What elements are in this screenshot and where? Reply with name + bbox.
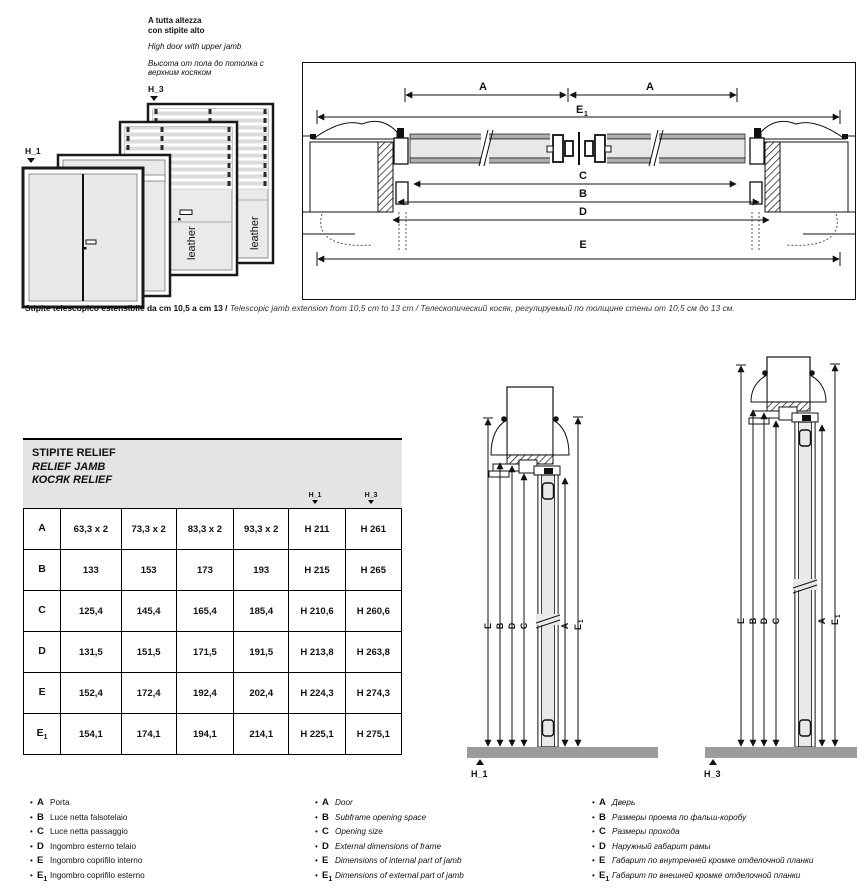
down-arrow-icon bbox=[27, 158, 35, 163]
dim-label-c: C bbox=[519, 622, 529, 630]
table-row: B 133 153 173 193 H 215 H 265 bbox=[24, 550, 402, 591]
column-header-h1: H_1 bbox=[301, 492, 329, 504]
legend-item: • D Наружный габарит рамы bbox=[592, 840, 711, 852]
table-row: D 131,5 151,5 171,5 191,5 H 213,8 H 263,8 bbox=[24, 632, 402, 673]
dim-label-a: A bbox=[479, 81, 487, 93]
dim-label-b: B bbox=[579, 188, 587, 200]
intro-note bbox=[148, 16, 264, 78]
column-header-h3: H_3 bbox=[357, 492, 385, 504]
legend-item: • $E_1$ Габарит по внешней кромке отделочной планки bbox=[592, 869, 801, 883]
dim-label-e: E bbox=[736, 617, 746, 625]
dim-label-c: C bbox=[579, 170, 587, 182]
table-row: A 63,3 x 2 73,3 x 2 83,3 x 2 93,3 x 2 H 211 H 261 bbox=[24, 509, 402, 550]
legend-item: • A Дверь bbox=[592, 797, 636, 808]
note-ru-line1: Высота от пола до потолка с bbox=[148, 58, 264, 68]
dim-label-e1 bbox=[830, 614, 842, 625]
door-panel-section bbox=[793, 422, 817, 747]
legend-italian bbox=[30, 797, 145, 885]
legend-english bbox=[315, 797, 464, 885]
legend-item: • C Opening size bbox=[315, 826, 383, 838]
architrave-right bbox=[553, 420, 569, 455]
legend-item: • B Размеры проема по фальш-коробу bbox=[592, 811, 747, 823]
note-ru-line2: верхним косяком bbox=[148, 68, 212, 77]
vertical-section-h1 bbox=[460, 350, 665, 780]
table-row: E 152,4 172,4 192,4 202,4 H 224,3 H 274,3 bbox=[24, 673, 402, 714]
spec-table-header bbox=[23, 438, 402, 508]
meeting-stile-detail bbox=[547, 132, 611, 165]
caption-italic: Telescopic jamb extension from 10,5 cm to 13 cm / Телескопический косяк, регулируемый по толщине стены от 10,5 см до 13 см. bbox=[229, 303, 735, 313]
legend-russian bbox=[592, 797, 813, 885]
up-arrow-icon bbox=[709, 759, 717, 765]
door-handle bbox=[180, 210, 192, 215]
leather-label: leather bbox=[186, 226, 198, 260]
svg-text:1: 1 bbox=[835, 614, 842, 618]
legend-item: • E Габарит по внутренней кромке отделочной планки bbox=[592, 855, 814, 867]
dim-label-c: C bbox=[771, 617, 781, 625]
dim-label-d: D bbox=[507, 622, 517, 630]
down-arrow-icon bbox=[150, 96, 158, 101]
dimension-table bbox=[23, 508, 402, 755]
architrave-left bbox=[491, 420, 507, 455]
legend-item: • $E_1$ Dimensions of external part of jamb bbox=[315, 869, 464, 883]
note-en: High door with upper jamb bbox=[148, 42, 242, 51]
dim-label-d: D bbox=[759, 617, 769, 625]
architrave-left bbox=[751, 375, 767, 402]
dim-label-a: A bbox=[646, 81, 654, 93]
svg-text:E: E bbox=[830, 618, 840, 625]
leather-label: leather bbox=[249, 216, 261, 250]
vertical-section-h3 bbox=[695, 345, 865, 782]
caption-bold: Stipite telescopico estensibile da cm 10,5 a cm 13 / bbox=[25, 303, 230, 313]
legend-item: • E Dimensions of internal part of jamb bbox=[315, 855, 462, 867]
h1-section-label: H_1 bbox=[471, 769, 488, 779]
h1-marker-label: H_1 bbox=[25, 146, 41, 156]
legend-item: • C Luce netta passaggio bbox=[30, 826, 128, 838]
h3-section-label: H_3 bbox=[704, 769, 721, 779]
legend-item: • C Размеры прохода bbox=[592, 826, 680, 838]
note-it-line2: con stipite alto bbox=[148, 25, 205, 35]
dim-label-e: E bbox=[579, 239, 587, 251]
spec-table bbox=[23, 438, 402, 755]
legend-item: • B Luce netta falsotelaio bbox=[30, 811, 128, 823]
dim-label-b: B bbox=[748, 617, 758, 625]
dim-label-b: B bbox=[495, 622, 505, 630]
dim-label-e: E bbox=[483, 622, 493, 630]
svg-text:1: 1 bbox=[578, 619, 585, 623]
table-row: C 125,4 145,4 165,4 185,4 H 210,6 H 260,6 bbox=[24, 591, 402, 632]
table-row: $E_1$ 154,1 174,1 194,1 214,1 H 225,1 H 275,1 bbox=[24, 714, 402, 755]
legend-item: • D External dimensions of frame bbox=[315, 840, 442, 852]
dim-label-e1 bbox=[573, 619, 585, 630]
door-front-double bbox=[23, 168, 143, 307]
floor-bar bbox=[705, 747, 857, 758]
legend-item: • $E_1$ Ingombro coprifilo esterno bbox=[30, 869, 145, 883]
figure-caption bbox=[25, 303, 860, 313]
wall-hatch bbox=[378, 142, 393, 212]
legend-item: • D Ingombro esterno telaio bbox=[30, 840, 137, 852]
h3-marker-label: H_3 bbox=[148, 84, 164, 94]
dim-label-d: D bbox=[579, 206, 587, 218]
svg-text:E: E bbox=[573, 623, 583, 630]
up-arrow-icon bbox=[476, 759, 484, 765]
door-illustrations bbox=[15, 82, 295, 312]
dim-label-e1-sub: 1 bbox=[584, 111, 588, 118]
legend-item: • E Ingombro coprifilo interno bbox=[30, 855, 143, 867]
table-title-ru: КОСЯК RELIEF bbox=[32, 474, 113, 486]
dim-label-a: A bbox=[560, 622, 570, 630]
table-title-en: RELIEF JAMB bbox=[32, 460, 106, 473]
legend-item: • A Door bbox=[315, 797, 353, 808]
down-arrow-icon bbox=[312, 500, 318, 504]
note-it-line1: A tutta altezza bbox=[148, 16, 202, 25]
door-panel-section bbox=[536, 475, 560, 747]
plan-section-drawing bbox=[302, 62, 856, 300]
dim-label-a: A bbox=[817, 617, 827, 625]
legend-item: • B Subframe opening space bbox=[315, 811, 427, 823]
wall-hatch bbox=[765, 142, 780, 212]
floor-bar bbox=[467, 747, 658, 758]
table-title-it: STIPITE RELIEF bbox=[32, 447, 116, 459]
architrave-right bbox=[810, 375, 826, 402]
legend-item: • A Porta bbox=[30, 797, 70, 808]
down-arrow-icon bbox=[368, 500, 374, 504]
door-handle bbox=[86, 240, 96, 244]
dim-label-e1: E bbox=[576, 104, 584, 116]
